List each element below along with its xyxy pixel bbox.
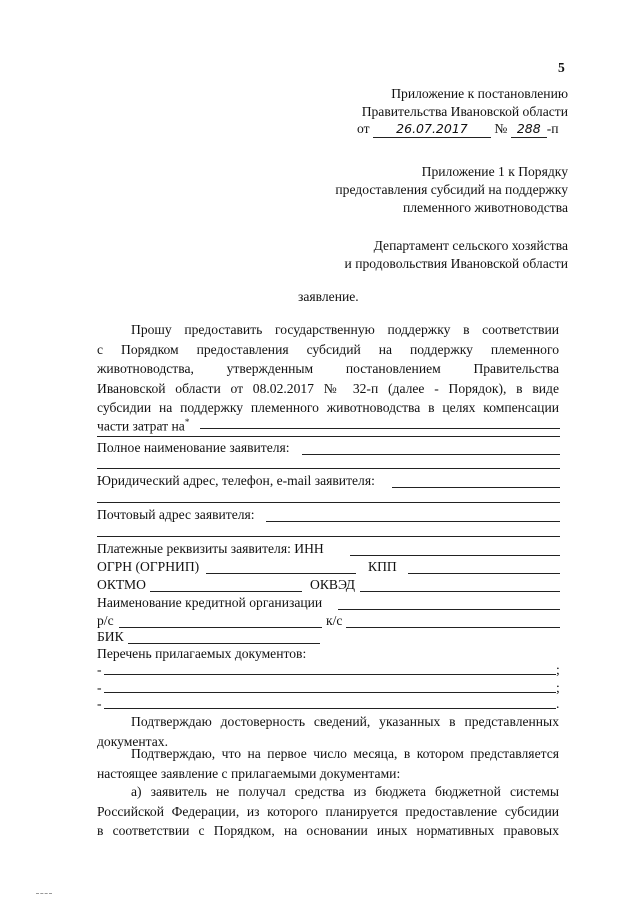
item-a-line-3: в соответствии с Порядком, на основании иных нормативных правовых	[97, 823, 559, 838]
item-a-paragraph	[97, 782, 559, 841]
doc-item-1-field[interactable]	[104, 674, 556, 675]
request-line-1: Прошу предоставить государственную поддержку в соответствии	[131, 322, 559, 337]
okved-field[interactable]	[360, 591, 560, 592]
doc-item-2-end: ;	[556, 680, 560, 695]
doc-item-1-end: ;	[556, 662, 560, 677]
request-line-2: с Порядком предоставления субсидий на поддержку племенного	[97, 341, 559, 357]
doc-item-3-field[interactable]	[104, 708, 556, 709]
annex-line-1: Приложение 1 к Порядку	[421, 164, 568, 179]
confirm1-line-1: Подтверждаю достоверность сведений, указанных в представленных	[131, 714, 559, 729]
request-line-5: субсидии на поддержку племенного животноводства в целях компенсации	[97, 400, 559, 415]
confirm-paragraph-2	[97, 744, 559, 783]
page-number: 5	[558, 60, 565, 75]
addressee-line-2: и продовольствия Ивановской области	[344, 256, 568, 271]
number-sign: №	[494, 121, 508, 136]
legal-address-label: Юридический адрес, телефон, e-mail заявителя:	[97, 473, 375, 488]
header-date-row	[357, 121, 559, 138]
ks-field[interactable]	[346, 627, 560, 628]
attached-docs-label: Перечень прилагаемых документов:	[97, 646, 307, 661]
header-line-2: Правительства Ивановской области	[361, 104, 568, 119]
bank-name-label: Наименование кредитной организации	[97, 595, 323, 610]
full-name-field[interactable]	[302, 454, 560, 455]
annex-line-2: предоставления субсидий на поддержку	[335, 182, 568, 197]
ks-label: к/с	[326, 613, 343, 628]
costs-label: части затрат на	[97, 418, 185, 434]
doc-item-3-end: .	[556, 696, 560, 711]
full-name-label: Полное наименование заявителя:	[97, 440, 290, 455]
footnote-asterisk: *	[184, 417, 190, 427]
okved-label: ОКВЭД	[310, 577, 356, 592]
request-line-6	[97, 414, 189, 435]
postal-address-label: Почтовый адрес заявителя:	[97, 507, 255, 522]
doc-item-2-field[interactable]	[104, 692, 556, 693]
from-label: от	[357, 121, 370, 136]
confirm2-line-2: настоящее заявление с прилагаемыми документами:	[97, 765, 401, 781]
handwritten-date: 26.07.2017	[396, 121, 468, 136]
oktmo-label: ОКТМО	[97, 577, 146, 592]
oktmo-field[interactable]	[150, 591, 302, 592]
document-title: заявление.	[298, 289, 359, 304]
rs-field[interactable]	[119, 627, 322, 628]
doc-item-2: -	[97, 680, 102, 695]
number-field	[511, 121, 547, 138]
rs-label: р/с	[97, 613, 114, 628]
confirm1-line-2: документах.	[97, 733, 168, 749]
header-line-1: Приложение к постановлению	[391, 86, 568, 101]
full-name-field-line-2[interactable]	[97, 468, 560, 469]
inn-field[interactable]	[350, 555, 560, 556]
bik-field[interactable]	[128, 643, 320, 644]
annex-line-3: племенного животноводства	[402, 200, 568, 215]
legal-address-field-line-2[interactable]	[97, 502, 560, 503]
costs-field-line-2[interactable]	[97, 436, 560, 437]
kpp-field[interactable]	[408, 573, 560, 574]
request-line-4: Ивановской области от 08.02.2017 № 32-п (далее - Порядок), в виде	[97, 380, 559, 396]
date-field	[373, 121, 491, 138]
postal-address-field-line-2[interactable]	[97, 536, 560, 537]
ogrn-label: ОГРН (ОГРНИП)	[97, 559, 200, 574]
doc-item-3: -	[97, 696, 102, 711]
number-suffix: -п	[546, 121, 559, 136]
request-line-3: животноводства, утвержденным постановлением Правительства	[97, 361, 559, 376]
handwritten-number: 288	[516, 121, 541, 136]
postal-address-field[interactable]	[266, 521, 560, 522]
payment-details-label: Платежные реквизиты заявителя: ИНН	[97, 541, 324, 556]
ogrn-field[interactable]	[206, 573, 356, 574]
confirm2-line-1: Подтверждаю, что на первое число месяца, в котором представляется	[131, 746, 559, 761]
item-a-line-2: Российской Федерации, из которого планируется предоставление субсидии	[97, 803, 559, 819]
kpp-label: КПП	[368, 559, 397, 574]
addressee-line-1: Департамент сельского хозяйства	[373, 238, 568, 253]
doc-item-1: -	[97, 662, 102, 677]
item-a-line-1: а) заявитель не получал средства из бюджета бюджетной системы	[131, 784, 559, 799]
bik-label: БИК	[97, 629, 124, 644]
scan-artifact	[36, 893, 52, 894]
request-paragraph	[97, 320, 559, 418]
bank-name-field[interactable]	[338, 609, 560, 610]
costs-field[interactable]	[200, 428, 560, 429]
legal-address-field[interactable]	[392, 487, 560, 488]
